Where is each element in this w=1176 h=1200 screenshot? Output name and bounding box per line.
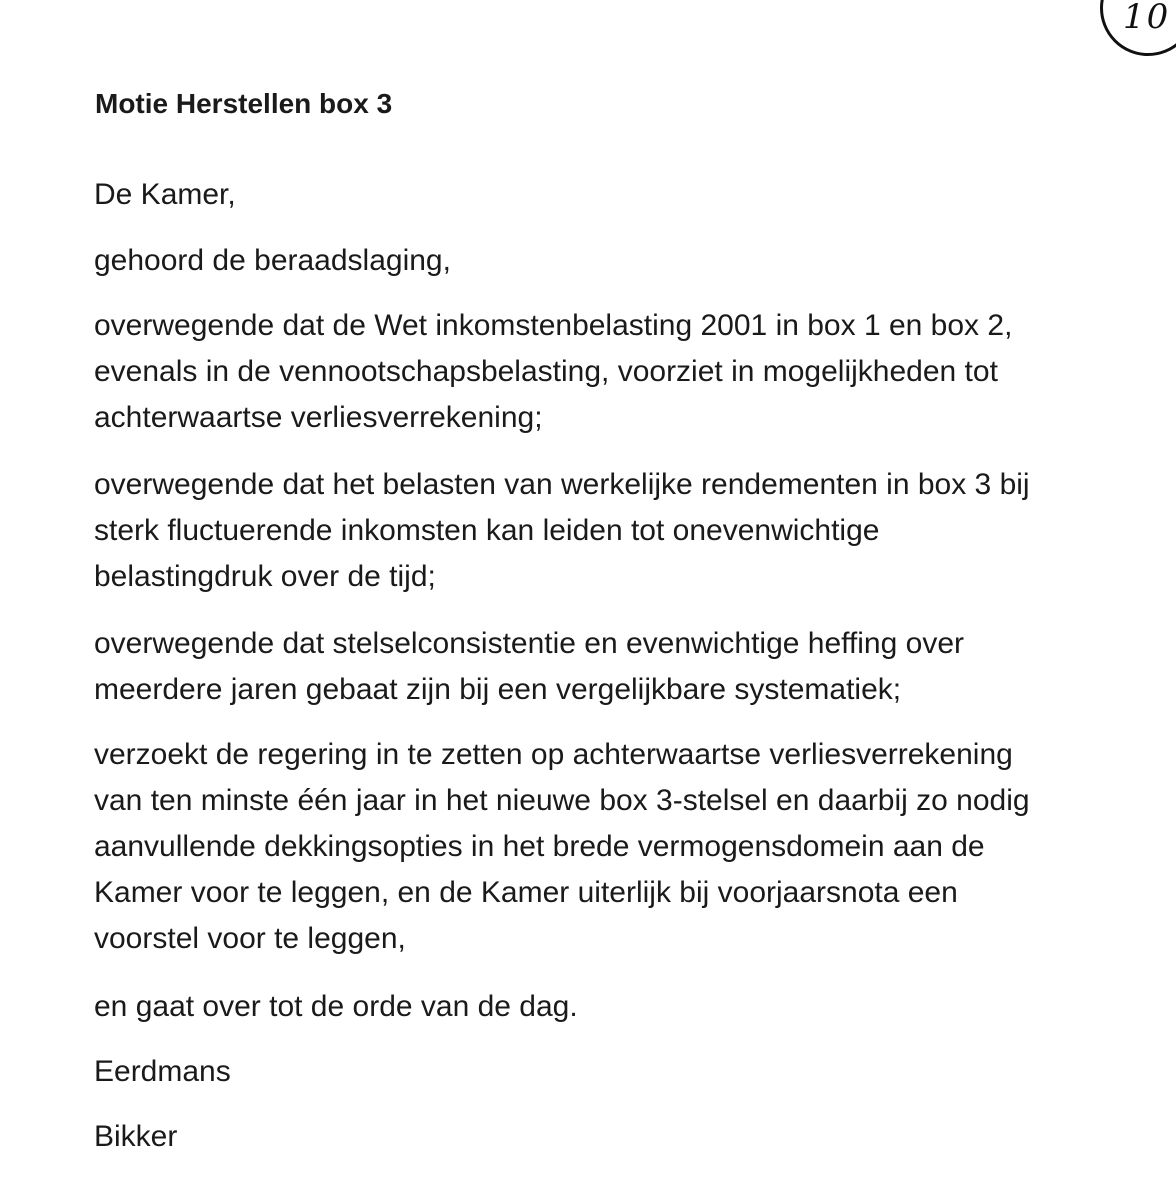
- signatory-bikker: Bikker: [94, 1120, 178, 1153]
- paragraph-line: verzoekt de regering in te zetten op achterwaartse verliesverrekening: [94, 738, 1013, 771]
- paragraph-line: sterk fluctuerende inkomsten kan leiden tot onevenwichtige: [94, 514, 880, 547]
- paragraph-line: Kamer voor te leggen, en de Kamer uiterlijk bij voorjaarsnota een: [94, 876, 958, 909]
- paragraph-closing: [94, 984, 1154, 1030]
- paragraph-line: overwegende dat stelselconsistentie en evenwichtige heffing over: [94, 627, 964, 660]
- paragraph-heard-deliberation: [94, 238, 1154, 284]
- paragraph-line: achterwaartse verliesverrekening;: [94, 401, 543, 434]
- paragraph-line: aanvullende dekkingsopties in het brede vermogensdomein aan de: [94, 830, 985, 863]
- paragraph-line: belastingdruk over de tijd;: [94, 560, 436, 593]
- paragraph-line: voorstel voor te leggen,: [94, 922, 406, 955]
- paragraph-requests-government: [94, 732, 1154, 962]
- paragraph-line: meerdere jaren gebaat zijn bij een vergelijkbare systematiek;: [94, 673, 902, 706]
- paragraph-line: overwegende dat het belasten van werkelijke rendementen in box 3 bij: [94, 468, 1030, 501]
- paragraph-line: evenals in de vennootschapsbelasting, voorziet in mogelijkheden tot: [94, 355, 998, 388]
- paragraph-line: en gaat over tot de orde van de dag.: [94, 990, 578, 1023]
- paragraph-considering-loss-offset: [94, 303, 1154, 441]
- paragraph-considering-consistency: [94, 621, 1154, 713]
- paragraph-considering-fluctuating-returns: [94, 462, 1154, 600]
- page-number-text: 10: [1123, 0, 1171, 37]
- paragraph-line: overwegende dat de Wet inkomstenbelasting 2001 in box 1 en box 2,: [94, 309, 1013, 342]
- salutation: De Kamer,: [94, 178, 236, 211]
- motion-title: Motie Herstellen box 3: [95, 88, 393, 119]
- signatory-eerdmans: Eerdmans: [94, 1055, 231, 1088]
- paragraph-line: gehoord de beraadslaging,: [94, 244, 451, 277]
- paragraph-line: van ten minste één jaar in het nieuwe box 3-stelsel en daarbij zo nodig: [94, 784, 1030, 817]
- handwritten-page-number: [1100, 0, 1176, 56]
